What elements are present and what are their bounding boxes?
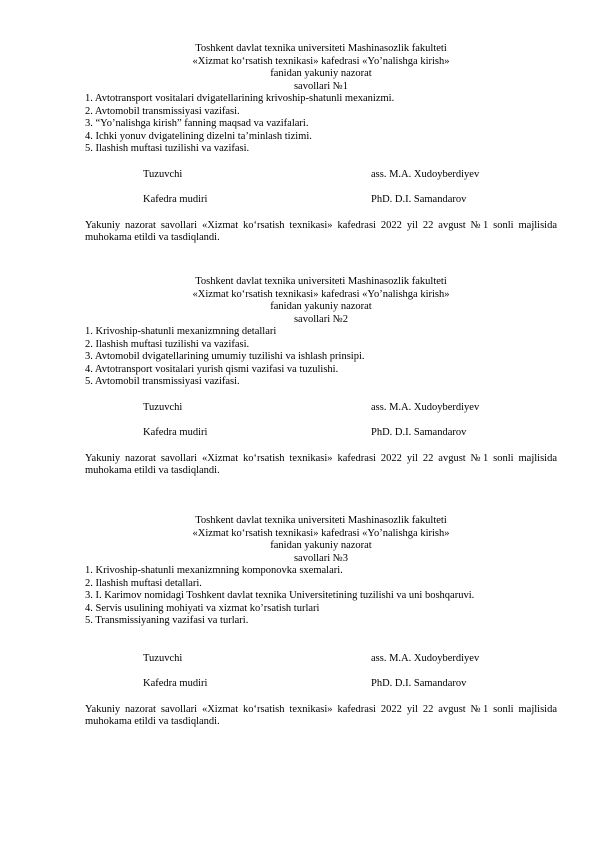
head-role: Kafedra mudiri [143,427,208,438]
head-signature-row [85,427,557,440]
head-signature-row [85,194,557,207]
question-item: 5. Ilashish muftasi tuzilishi va vazifasi. [85,143,250,154]
question-item: 3. I. Karimov nomidagi Toshkent davlat texnika Universitetining tuzilishi va uni boshqaruvi. [85,590,475,601]
head-name: PhD. D.I. Samandarov [371,194,467,205]
exam-ticket-1 [85,43,557,245]
head-role: Kafedra mudiri [143,678,208,689]
exam-ticket-2 [85,276,557,478]
question-item: 1. Avtotransport vositalari dvigatellarining krivoship-shatunli mexanizmi. [85,93,395,104]
author-name: ass. M.A. Xudoyberdiyev [371,168,480,180]
exam-ticket-3 [85,515,557,729]
university-line: Toshkent davlat texnika universiteti Mashinasozlik fakulteti [195,276,447,287]
question-item: 4. Servis usulining mohiyati va xizmat ko’rsatish turlari [85,602,320,614]
question-item: 4. Ichki yonuv dvigatelining dizelni ta’minlash tizimi. [85,130,312,142]
author-signature-row [85,169,557,182]
author-signature-row [85,402,557,415]
question-item: 5. Transmissiyaning vazifasi va turlari. [85,615,249,626]
department-line: «Xizmat ko‘rsatish texnikasi» kafedrasi «Yo’nalishga kirish» [192,527,450,539]
university-line: Toshkent davlat texnika universiteti Mashinasozlik fakulteti [195,43,447,54]
university-line: Toshkent davlat texnika universiteti Mashinasozlik fakulteti [195,515,447,526]
head-name: PhD. D.I. Samandarov [371,427,467,438]
author-name: ass. M.A. Xudoyberdiyev [371,401,480,413]
author-role: Tuzuvchi [143,401,183,413]
department-line: «Xizmat ko‘rsatish texnikasi» kafedrasi «Yo’nalishga kirish» [192,55,450,67]
author-role: Tuzuvchi [143,652,183,664]
ticket-title: savollari №1 [293,80,349,92]
question-item: 5. Avtomobil transmissiyasi vazifasi. [85,376,240,387]
question-item: 1. Krivoship-shatunli mexanizmning detallari [85,326,277,337]
question-item: 2. Ilashish muftasi detallari. [85,577,202,589]
author-signature-row [85,653,557,666]
subject-line: fanidan yakuniy nazorat [270,301,372,312]
ticket-title: savollari №2 [293,313,349,325]
approval-note: Yakuniy nazorat savollari «Xizmat ko‘rsatish texnikasi» kafedrasi 2022 yil 22 avgust №1 sonli majlisida muhokama etildi va tasdiqlandi. [85,219,557,243]
ticket-title: savollari №3 [293,552,349,564]
author-name: ass. M.A. Xudoyberdiyev [371,652,480,664]
subject-line: fanidan yakuniy nazorat [270,540,372,551]
head-signature-row [85,678,557,691]
question-item: 3. Avtomobil dvigatellarining umumiy tuzilishi va ishlash prinsipi. [85,351,365,362]
approval-note: Yakuniy nazorat savollari «Xizmat ko‘rsatish texnikasi» kafedrasi 2022 yil 22 avgust №1 sonli majlisida muhokama etildi va tasdiqlandi. [85,703,557,727]
question-item: 2. Avtomobil transmissiyasi vazifasi. [85,105,240,117]
subject-line: fanidan yakuniy nazorat [270,68,372,79]
approval-note: Yakuniy nazorat savollari «Xizmat ko‘rsatish texnikasi» kafedrasi 2022 yil 22 avgust №1 sonli majlisida muhokama etildi va tasdiqlandi. [85,452,557,476]
question-item: 4. Avtotransport vositalari yurish qismi vazifasi va tuzulishi. [85,363,339,375]
department-line: «Xizmat ko‘rsatish texnikasi» kafedrasi «Yo’nalishga kirish» [192,288,450,300]
head-name: PhD. D.I. Samandarov [371,678,467,689]
question-item: 1. Krivoship-shatunli mexanizmning komponovka sxemalari. [85,565,343,576]
head-role: Kafedra mudiri [143,194,208,205]
question-item: 3. “Yo’nalishga kirish” fanning maqsad va vazifalari. [85,118,309,129]
author-role: Tuzuvchi [143,168,183,180]
question-item: 2. Ilashish muftasi tuzilishi va vazifasi. [85,338,250,350]
